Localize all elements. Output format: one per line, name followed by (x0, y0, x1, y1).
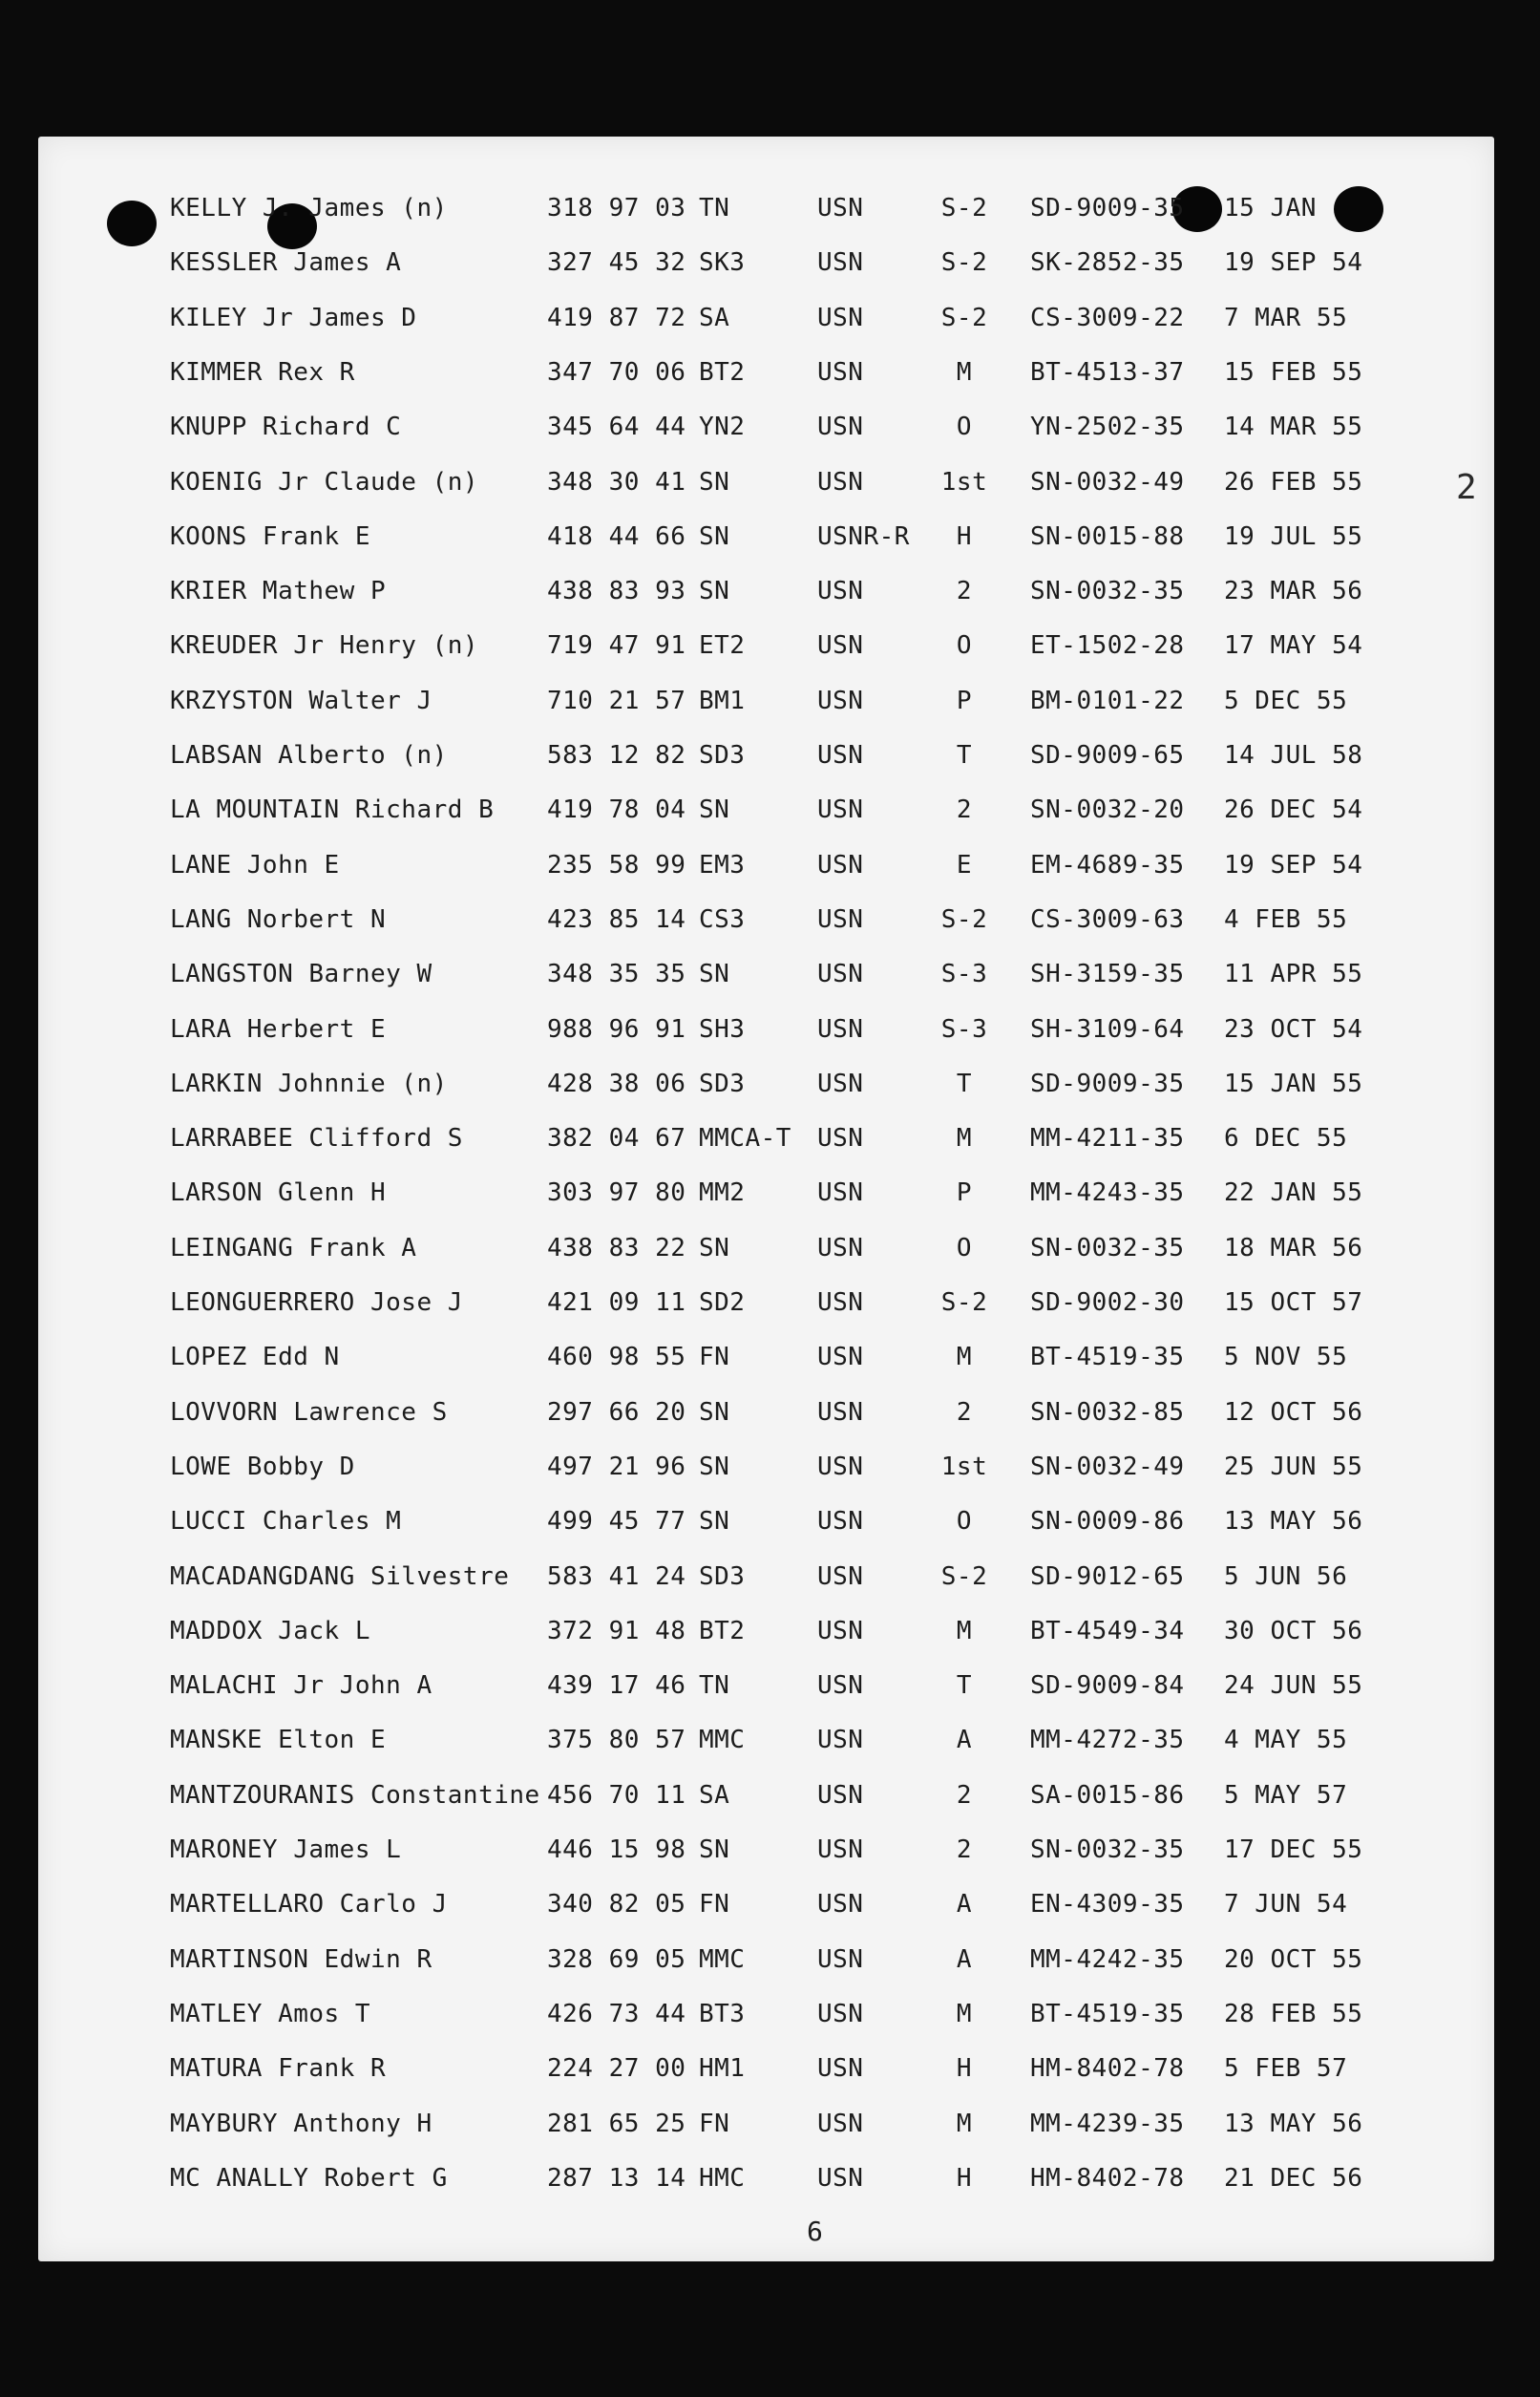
date: 5 JUN 56 (1224, 1561, 1348, 1591)
rate: SN (699, 960, 730, 989)
branch: USN (817, 1288, 864, 1317)
rate: YN2 (699, 413, 746, 442)
service-number: 710 21 57 (547, 686, 686, 715)
service-number: 347 70 06 (547, 357, 686, 387)
service-number: 281 65 25 (547, 2109, 686, 2138)
crew-name: MAYBURY Anthony H (170, 2109, 432, 2138)
service-number: 348 35 35 (547, 960, 686, 989)
designator-code: SA-0015-86 (1030, 1780, 1185, 1810)
date: 12 OCT 56 (1224, 1397, 1363, 1427)
designator-code: BM-0101-22 (1030, 686, 1185, 715)
class: 2 (956, 577, 973, 606)
crew-name: KOENIG Jr Claude (n) (170, 467, 479, 497)
designator-code: MM-4272-35 (1030, 1726, 1185, 1755)
designator-code: HM-8402-78 (1030, 2054, 1185, 2084)
designator-code: HM-8402-78 (1030, 2163, 1185, 2193)
rate: SN (699, 521, 730, 551)
branch: USN (817, 1726, 864, 1755)
table-row (38, 1070, 1494, 1117)
branch: USN (817, 1343, 864, 1372)
rate: HM1 (699, 2054, 746, 2084)
branch: USN (817, 577, 864, 606)
rate: SD2 (699, 1288, 746, 1317)
designator-code: SD-9009-65 (1030, 741, 1185, 770)
class: E (956, 850, 973, 880)
document-page (38, 137, 1494, 2261)
designator-code: CS-3009-63 (1030, 904, 1185, 934)
table-row (38, 631, 1494, 679)
crew-name: MANSKE Elton E (170, 1726, 387, 1755)
branch: USN (817, 357, 864, 387)
rate: SD3 (699, 741, 746, 770)
service-number: 583 12 82 (547, 741, 686, 770)
table-row (38, 687, 1494, 734)
class: 1st (940, 1452, 988, 1481)
service-number: 583 41 24 (547, 1561, 686, 1591)
crew-name: MANTZOURANIS Constantine (170, 1780, 540, 1810)
designator-code: BT-4519-35 (1030, 1343, 1185, 1372)
rate: FN (699, 1890, 730, 1920)
rate: SN (699, 1397, 730, 1427)
date: 7 MAR 55 (1224, 303, 1348, 332)
branch: USNR-R (817, 521, 910, 551)
designator-code: ET-1502-28 (1030, 631, 1185, 661)
service-number: 297 66 20 (547, 1397, 686, 1427)
branch: USN (817, 631, 864, 661)
rate: EM3 (699, 850, 746, 880)
branch: USN (817, 1507, 864, 1537)
branch: USN (817, 1780, 864, 1810)
date: 17 MAY 54 (1224, 631, 1363, 661)
rate: MM2 (699, 1178, 746, 1208)
service-number: 456 70 11 (547, 1780, 686, 1810)
date: 23 OCT 54 (1224, 1014, 1363, 1044)
rate: ET2 (699, 631, 746, 661)
designator-code: EM-4689-35 (1030, 850, 1185, 880)
table-row (38, 304, 1494, 351)
crew-name: LANG Norbert N (170, 904, 387, 934)
crew-name: MALACHI Jr John A (170, 1671, 432, 1701)
service-number: 303 97 80 (547, 1178, 686, 1208)
branch: USN (817, 2054, 864, 2084)
crew-name: LEINGANG Frank A (170, 1233, 417, 1262)
table-row (38, 795, 1494, 843)
class: O (956, 631, 973, 661)
branch: USN (817, 194, 864, 223)
service-number: 439 17 46 (547, 1671, 686, 1701)
service-number: 224 27 00 (547, 2054, 686, 2084)
date: 26 FEB 55 (1224, 467, 1363, 497)
crew-name: KESSLER James A (170, 248, 402, 278)
crew-name: MARONEY James L (170, 1835, 402, 1864)
service-number: 419 87 72 (547, 303, 686, 332)
branch: USN (817, 248, 864, 278)
rate: SK3 (699, 248, 746, 278)
branch: USN (817, 741, 864, 770)
branch: USN (817, 1890, 864, 1920)
crew-name: LARKIN Johnnie (n) (170, 1069, 448, 1098)
table-row (38, 741, 1494, 789)
class: M (956, 1124, 973, 1154)
date: 5 DEC 55 (1224, 686, 1348, 715)
class: S-2 (940, 1561, 988, 1591)
table-row (38, 1453, 1494, 1500)
table-row (38, 2110, 1494, 2157)
rate: BM1 (699, 686, 746, 715)
branch: USN (817, 795, 864, 825)
branch: USN (817, 413, 864, 442)
branch: USN (817, 1616, 864, 1645)
rate: SA (699, 303, 730, 332)
class: O (956, 1507, 973, 1537)
table-row (38, 851, 1494, 899)
table-row (38, 1562, 1494, 1610)
service-number: 419 78 04 (547, 795, 686, 825)
table-row (38, 905, 1494, 953)
table-row (38, 1617, 1494, 1665)
class: H (956, 2054, 973, 2084)
table-row (38, 2000, 1494, 2047)
crew-name: LOPEZ Edd N (170, 1343, 340, 1372)
rate: FN (699, 1343, 730, 1372)
rate: SH3 (699, 1014, 746, 1044)
branch: USN (817, 1233, 864, 1262)
service-number: 421 09 11 (547, 1288, 686, 1317)
date: 23 MAR 56 (1224, 577, 1363, 606)
rate: MMCA-T (699, 1124, 791, 1154)
branch: USN (817, 1014, 864, 1044)
branch: USN (817, 686, 864, 715)
class: S-2 (940, 904, 988, 934)
branch: USN (817, 303, 864, 332)
designator-code: SD-9002-30 (1030, 1288, 1185, 1317)
date: 15 JAN (1224, 194, 1317, 223)
crew-name: LANE John E (170, 850, 340, 880)
service-number: 418 44 66 (547, 521, 686, 551)
date: 19 JUL 55 (1224, 521, 1363, 551)
crew-name: LA MOUNTAIN Richard B (170, 795, 495, 825)
branch: USN (817, 1561, 864, 1591)
rate: SN (699, 1452, 730, 1481)
service-number: 460 98 55 (547, 1343, 686, 1372)
date: 5 MAY 57 (1224, 1780, 1348, 1810)
rate: SN (699, 795, 730, 825)
class: M (956, 1343, 973, 1372)
table-row (38, 1343, 1494, 1390)
branch: USN (817, 1124, 864, 1154)
margin-mark: 2 (1456, 468, 1477, 507)
rate: BT2 (699, 1616, 746, 1645)
service-number: 372 91 48 (547, 1616, 686, 1645)
service-number: 340 82 05 (547, 1890, 686, 1920)
class: 2 (956, 1835, 973, 1864)
designator-code: SD-9012-65 (1030, 1561, 1185, 1591)
class: M (956, 1999, 973, 2028)
designator-code: SN-0032-35 (1030, 1835, 1185, 1864)
table-row (38, 960, 1494, 1008)
designator-code: SN-0032-35 (1030, 1233, 1185, 1262)
designator-code: SN-0015-88 (1030, 521, 1185, 551)
table-row (38, 522, 1494, 570)
designator-code: SH-3109-64 (1030, 1014, 1185, 1044)
date: 6 DEC 55 (1224, 1124, 1348, 1154)
class: M (956, 2109, 973, 2138)
class: T (956, 1671, 973, 1701)
designator-code: SD-9009-35 (1030, 1069, 1185, 1098)
table-row (38, 468, 1494, 516)
date: 25 JUN 55 (1224, 1452, 1363, 1481)
crew-name: MATURA Frank R (170, 2054, 387, 2084)
date: 4 MAY 55 (1224, 1726, 1348, 1755)
date: 30 OCT 56 (1224, 1616, 1363, 1645)
table-row (38, 1398, 1494, 1446)
table-row (38, 1890, 1494, 1938)
rate: MMC (699, 1944, 746, 1974)
class: S-2 (940, 248, 988, 278)
class: 1st (940, 467, 988, 497)
date: 15 FEB 55 (1224, 357, 1363, 387)
date: 15 JAN 55 (1224, 1069, 1363, 1098)
date: 14 JUL 58 (1224, 741, 1363, 770)
class: S-2 (940, 1288, 988, 1317)
date: 22 JAN 55 (1224, 1178, 1363, 1208)
rate: FN (699, 2109, 730, 2138)
rate: SN (699, 1233, 730, 1262)
table-row (38, 1781, 1494, 1829)
class: A (956, 1890, 973, 1920)
crew-name: MADDOX Jack L (170, 1616, 370, 1645)
service-number: 348 30 41 (547, 467, 686, 497)
class: A (956, 1944, 973, 1974)
table-row (38, 1124, 1494, 1172)
crew-name: KRZYSTON Walter J (170, 686, 432, 715)
class: P (956, 686, 973, 715)
designator-code: BT-4549-34 (1030, 1616, 1185, 1645)
crew-name: KNUPP Richard C (170, 413, 402, 442)
crew-name: MACADANGDANG Silvestre (170, 1561, 510, 1591)
class: H (956, 521, 973, 551)
designator-code: SN-0009-86 (1030, 1507, 1185, 1537)
branch: USN (817, 2109, 864, 2138)
crew-name: LANGSTON Barney W (170, 960, 432, 989)
crew-name: LEONGUERRERO Jose J (170, 1288, 463, 1317)
date: 28 FEB 55 (1224, 1999, 1363, 2028)
branch: USN (817, 1944, 864, 1974)
branch: USN (817, 960, 864, 989)
rate: SN (699, 467, 730, 497)
crew-name: LUCCI Charles M (170, 1507, 402, 1537)
crew-name: LOWE Bobby D (170, 1452, 355, 1481)
crew-name: KELLY J. James (n) (170, 194, 448, 223)
crew-name: LABSAN Alberto (n) (170, 741, 448, 770)
date: 20 OCT 55 (1224, 1944, 1363, 1974)
rate: BT2 (699, 357, 746, 387)
class: P (956, 1178, 973, 1208)
crew-name: MC ANALLY Robert G (170, 2163, 448, 2193)
table-row (38, 1234, 1494, 1282)
branch: USN (817, 904, 864, 934)
date: 21 DEC 56 (1224, 2163, 1363, 2193)
date: 4 FEB 55 (1224, 904, 1348, 934)
class: T (956, 741, 973, 770)
branch: USN (817, 1835, 864, 1864)
page-number: 6 (807, 2216, 823, 2247)
branch: USN (817, 1671, 864, 1701)
service-number: 988 96 91 (547, 1014, 686, 1044)
class: S-2 (940, 194, 988, 223)
rate: SA (699, 1780, 730, 1810)
date: 5 FEB 57 (1224, 2054, 1348, 2084)
designator-code: EN-4309-35 (1030, 1890, 1185, 1920)
designator-code: CS-3009-22 (1030, 303, 1185, 332)
class: O (956, 413, 973, 442)
service-number: 438 83 93 (547, 577, 686, 606)
table-row (38, 194, 1494, 242)
crew-name: MARTINSON Edwin R (170, 1944, 432, 1974)
crew-name: KRIER Mathew P (170, 577, 387, 606)
designator-code: SH-3159-35 (1030, 960, 1185, 989)
class: O (956, 1233, 973, 1262)
class: H (956, 2163, 973, 2193)
designator-code: SN-0032-49 (1030, 1452, 1185, 1481)
class: 2 (956, 1780, 973, 1810)
table-row (38, 413, 1494, 460)
date: 15 OCT 57 (1224, 1288, 1363, 1317)
designator-code: BT-4519-35 (1030, 1999, 1185, 2028)
service-number: 345 64 44 (547, 413, 686, 442)
rate: TN (699, 194, 730, 223)
date: 13 MAY 56 (1224, 2109, 1363, 2138)
branch: USN (817, 1999, 864, 2028)
crew-name: LARA Herbert E (170, 1014, 387, 1044)
date: 11 APR 55 (1224, 960, 1363, 989)
rate: TN (699, 1671, 730, 1701)
date: 24 JUN 55 (1224, 1671, 1363, 1701)
service-number: 497 21 96 (547, 1452, 686, 1481)
service-number: 328 69 05 (547, 1944, 686, 1974)
service-number: 382 04 67 (547, 1124, 686, 1154)
rate: SN (699, 1835, 730, 1864)
branch: USN (817, 850, 864, 880)
service-number: 719 47 91 (547, 631, 686, 661)
service-number: 287 13 14 (547, 2163, 686, 2193)
service-number: 438 83 22 (547, 1233, 686, 1262)
designator-code: YN-2502-35 (1030, 413, 1185, 442)
table-row (38, 1671, 1494, 1719)
rate: SD3 (699, 1069, 746, 1098)
table-row (38, 1507, 1494, 1555)
crew-name: KILEY Jr James D (170, 303, 417, 332)
table-row (38, 1726, 1494, 1773)
service-number: 327 45 32 (547, 248, 686, 278)
designator-code: MM-4242-35 (1030, 1944, 1185, 1974)
service-number: 426 73 44 (547, 1999, 686, 2028)
date: 26 DEC 54 (1224, 795, 1363, 825)
branch: USN (817, 1452, 864, 1481)
date: 7 JUN 54 (1224, 1890, 1348, 1920)
rate: SD3 (699, 1561, 746, 1591)
rate: BT3 (699, 1999, 746, 2028)
crew-name: KOONS Frank E (170, 521, 370, 551)
service-number: 318 97 03 (547, 194, 686, 223)
designator-code: MM-4239-35 (1030, 2109, 1185, 2138)
designator-code: SN-0032-49 (1030, 467, 1185, 497)
class: S-3 (940, 960, 988, 989)
class: M (956, 357, 973, 387)
branch: USN (817, 1397, 864, 1427)
class: S-3 (940, 1014, 988, 1044)
crew-name: KREUDER Jr Henry (n) (170, 631, 479, 661)
rate: SN (699, 577, 730, 606)
rate: MMC (699, 1726, 746, 1755)
date: 5 NOV 55 (1224, 1343, 1348, 1372)
rate: SN (699, 1507, 730, 1537)
table-row (38, 2054, 1494, 2102)
date: 19 SEP 54 (1224, 850, 1363, 880)
branch: USN (817, 467, 864, 497)
designator-code: SN-0032-20 (1030, 795, 1185, 825)
crew-name: KIMMER Rex R (170, 357, 355, 387)
service-number: 423 85 14 (547, 904, 686, 934)
table-row (38, 248, 1494, 296)
designator-code: SN-0032-35 (1030, 577, 1185, 606)
service-number: 375 80 57 (547, 1726, 686, 1755)
date: 13 MAY 56 (1224, 1507, 1363, 1537)
branch: USN (817, 1178, 864, 1208)
designator-code: SN-0032-85 (1030, 1397, 1185, 1427)
branch: USN (817, 1069, 864, 1098)
class: M (956, 1616, 973, 1645)
class: S-2 (940, 303, 988, 332)
service-number: 428 38 06 (547, 1069, 686, 1098)
branch: USN (817, 2163, 864, 2193)
designator-code: SK-2852-35 (1030, 248, 1185, 278)
designator-code: SD-9009-84 (1030, 1671, 1185, 1701)
designator-code: SD-9009-35 (1030, 194, 1185, 223)
date: 17 DEC 55 (1224, 1835, 1363, 1864)
class: 2 (956, 1397, 973, 1427)
table-row (38, 2164, 1494, 2212)
designator-code: BT-4513-37 (1030, 357, 1185, 387)
crew-name: MARTELLARO Carlo J (170, 1890, 448, 1920)
table-row (38, 1015, 1494, 1063)
date: 19 SEP 54 (1224, 248, 1363, 278)
rate: HMC (699, 2163, 746, 2193)
designator-code: MM-4243-35 (1030, 1178, 1185, 1208)
service-number: 499 45 77 (547, 1507, 686, 1537)
table-row (38, 1288, 1494, 1336)
crew-name: LARSON Glenn H (170, 1178, 387, 1208)
rate: CS3 (699, 904, 746, 934)
service-number: 235 58 99 (547, 850, 686, 880)
table-row (38, 577, 1494, 625)
table-row (38, 1835, 1494, 1883)
date: 14 MAR 55 (1224, 413, 1363, 442)
designator-code: MM-4211-35 (1030, 1124, 1185, 1154)
service-number: 446 15 98 (547, 1835, 686, 1864)
table-row (38, 1945, 1494, 1993)
crew-name: LARRABEE Clifford S (170, 1124, 463, 1154)
crew-name: LOVVORN Lawrence S (170, 1397, 448, 1427)
class: 2 (956, 795, 973, 825)
table-row (38, 1178, 1494, 1226)
class: T (956, 1069, 973, 1098)
class: A (956, 1726, 973, 1755)
date: 18 MAR 56 (1224, 1233, 1363, 1262)
table-row (38, 358, 1494, 406)
crew-name: MATLEY Amos T (170, 1999, 370, 2028)
